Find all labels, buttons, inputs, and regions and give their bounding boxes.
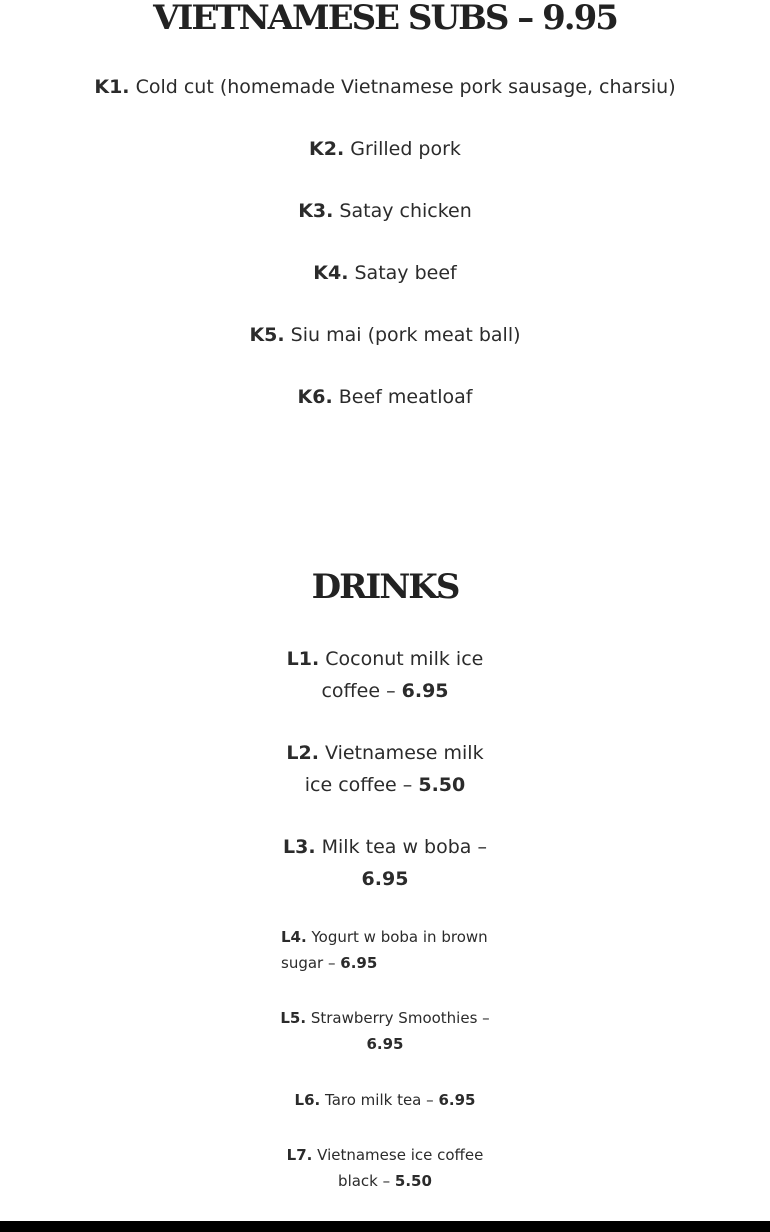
item-price: 6.95 bbox=[438, 1091, 476, 1109]
item-code: K6. bbox=[297, 386, 333, 408]
item-name: Vietnamese ice coffee bbox=[317, 1146, 484, 1164]
bottom-bar bbox=[0, 1221, 770, 1232]
item-code: L7. bbox=[286, 1146, 313, 1164]
item-code: L2. bbox=[286, 742, 319, 764]
item-code: L1. bbox=[286, 648, 320, 670]
item-code: L4. bbox=[281, 928, 307, 946]
item-price: 5.50 bbox=[418, 774, 466, 796]
item-name-cont: black – bbox=[338, 1172, 391, 1190]
sub-item-k2 bbox=[0, 137, 770, 161]
drink-item-l4 bbox=[281, 924, 491, 976]
sub-item-k1 bbox=[0, 75, 770, 99]
item-name: Milk tea w boba – bbox=[321, 836, 487, 858]
item-price: 6.95 bbox=[340, 954, 378, 972]
item-name: Coconut milk ice bbox=[325, 648, 484, 670]
item-name: Beef meatloaf bbox=[338, 386, 473, 408]
drink-item-l6 bbox=[235, 1087, 535, 1113]
item-price: 6.95 bbox=[366, 1035, 404, 1053]
sub-item-k4 bbox=[0, 261, 770, 285]
item-code: K3. bbox=[298, 200, 334, 222]
drink-item-l3 bbox=[235, 831, 535, 895]
subs-section-title: VIETNAMESE SUBS – 9.95 bbox=[153, 0, 617, 38]
item-name: Grilled pork bbox=[350, 138, 461, 160]
item-name-cont: coffee – bbox=[321, 680, 396, 702]
item-price: 5.50 bbox=[394, 1172, 432, 1190]
item-name: Satay chicken bbox=[339, 200, 472, 222]
item-name: Satay beef bbox=[354, 262, 457, 284]
item-code: K5. bbox=[249, 324, 285, 346]
item-code: L5. bbox=[280, 1009, 307, 1027]
sub-item-k3 bbox=[0, 199, 770, 223]
item-code: K1. bbox=[94, 76, 130, 98]
item-name: Cold cut (homemade Vietnamese pork sausage, charsiu) bbox=[135, 76, 676, 98]
item-name-cont: sugar – bbox=[281, 954, 336, 972]
drink-item-l2 bbox=[235, 737, 535, 801]
item-name: Siu mai (pork meat ball) bbox=[290, 324, 521, 346]
item-price: 6.95 bbox=[401, 680, 449, 702]
sub-item-k6 bbox=[0, 385, 770, 409]
item-name: Yogurt w boba in brown bbox=[311, 928, 488, 946]
item-name-cont: ice coffee – bbox=[304, 774, 413, 796]
item-name: Vietnamese milk bbox=[325, 742, 484, 764]
drinks-section-title: DRINKS bbox=[311, 567, 459, 607]
item-name: Taro milk tea – bbox=[325, 1091, 434, 1109]
drink-item-l1 bbox=[235, 643, 535, 707]
sub-item-k5 bbox=[0, 323, 770, 347]
item-code: L3. bbox=[283, 836, 316, 858]
item-code: K2. bbox=[309, 138, 345, 160]
item-code: L6. bbox=[294, 1091, 321, 1109]
item-name: Strawberry Smoothies – bbox=[310, 1009, 490, 1027]
item-price: 6.95 bbox=[361, 868, 409, 890]
drink-item-l7 bbox=[235, 1142, 535, 1194]
item-code: K4. bbox=[313, 262, 349, 284]
drink-item-l5 bbox=[235, 1005, 535, 1057]
